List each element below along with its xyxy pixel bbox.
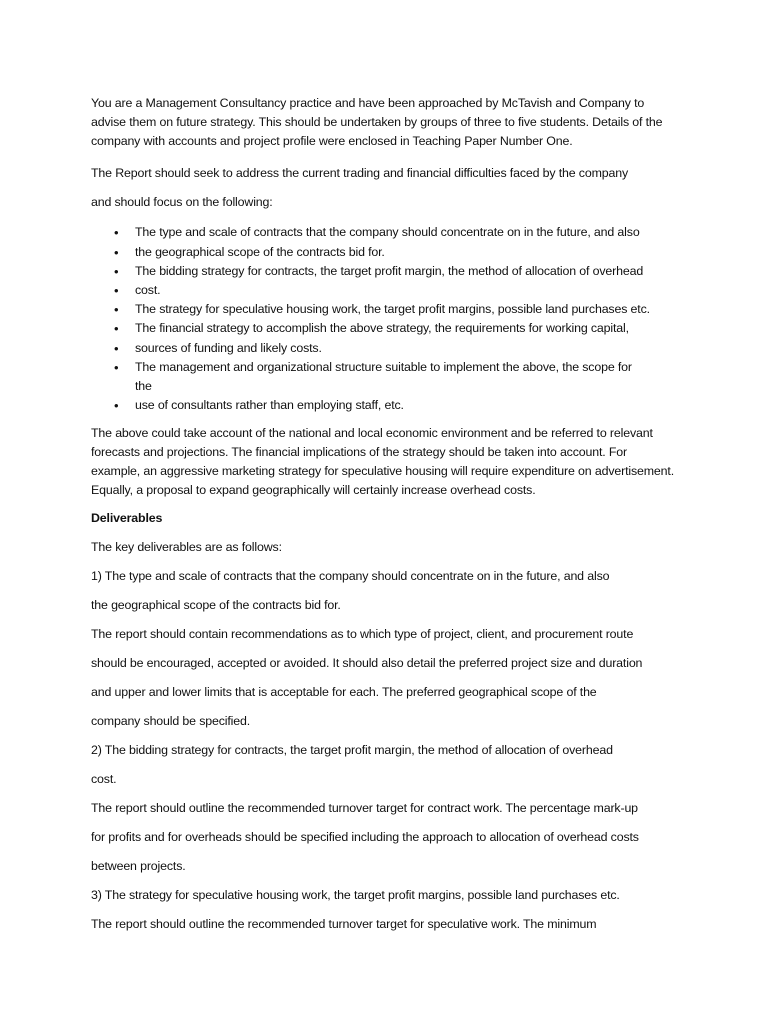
bullet-item: • The strategy for speculative housing work, the target profit margins, possible land purchases etc. bbox=[91, 300, 679, 319]
bullet-item: • the geographical scope of the contracts bid for. bbox=[91, 243, 679, 262]
bullet-continuation: the bbox=[135, 379, 152, 394]
report-line-2: and should focus on the following: bbox=[91, 195, 273, 210]
bullet-icon: • bbox=[114, 398, 119, 414]
bullet-item: • The management and organizational structure suitable to implement the above, the scope for bbox=[91, 358, 679, 377]
intro-paragraph: You are a Management Consultancy practice and have been approached by McTavish and Company to advise them on future strategy. This should be undertaken by groups of three to five students. Details of the company with accounts and project profile were enclosed in Teaching Paper Number One. bbox=[91, 96, 663, 148]
bullet-item: • The bidding strategy for contracts, the target profit margin, the method of allocation of overhead bbox=[91, 262, 679, 281]
bullet-icon: • bbox=[114, 283, 119, 298]
deliverable-1-title: 1) The type and scale of contracts that the company should concentrate on in the future, and also bbox=[91, 568, 610, 583]
bullet-item: • use of consultants rather than employing staff, etc. bbox=[91, 396, 679, 415]
bullet-icon: • bbox=[114, 359, 119, 375]
deliverable-1-body-line: should be encouraged, accepted or avoided. It should also detail the preferred project size and duration bbox=[91, 655, 643, 670]
deliverable-3-body-line: The report should outline the recommended turnover target for speculative work. The minimum bbox=[91, 916, 597, 931]
bullet-item: • The financial strategy to accomplish the above strategy, the requirements for working capital, bbox=[91, 319, 679, 338]
bullet-icon: • bbox=[114, 302, 119, 318]
deliverables-intro: The key deliverables are as follows: bbox=[91, 539, 282, 554]
bullet-icon: • bbox=[114, 263, 119, 279]
deliverable-1-body-line: company should be specified. bbox=[91, 713, 251, 728]
bullet-item: • sources of funding and likely costs. bbox=[91, 339, 679, 358]
deliverable-3-title: 3) The strategy for speculative housing work, the target profit margins, possible land purchases etc. bbox=[91, 887, 620, 902]
deliverables-heading: Deliverables bbox=[91, 510, 163, 525]
context-paragraph: The above could take account of the national and local economic environment and be referred to relevant forecasts and projections. The financial implications of the strategy should be taken into account. For example, an aggressive marketing strategy for speculative housing will require expenditure on advertisement. Equally, a proposal to expand geographically will certainly increase overhead costs. bbox=[91, 426, 674, 497]
deliverable-2-title-cont: cost. bbox=[91, 771, 117, 786]
bullet-icon: • bbox=[114, 244, 119, 260]
deliverable-1-body-line: The report should contain recommendations as to which type of project, client, and procurement route bbox=[91, 626, 634, 641]
bullet-item: • The type and scale of contracts that the company should concentrate on in the future, and also bbox=[91, 223, 679, 242]
focus-bullet-list bbox=[91, 223, 679, 415]
bullet-icon: • bbox=[114, 321, 119, 337]
deliverable-2-title: 2) The bidding strategy for contracts, the target profit margin, the method of allocation of overhead bbox=[91, 742, 613, 757]
document-body bbox=[91, 94, 679, 939]
deliverable-2-body-line: The report should outline the recommended turnover target for contract work. The percentage mark-up bbox=[91, 800, 638, 815]
deliverable-2-body-line: for profits and for overheads should be specified including the approach to allocation of overhead costs bbox=[91, 829, 639, 844]
deliverable-1-title-cont: the geographical scope of the contracts bid for. bbox=[91, 597, 341, 612]
bullet-icon: • bbox=[114, 225, 119, 241]
bullet-icon: • bbox=[114, 340, 119, 356]
deliverable-2-body-line: between projects. bbox=[91, 858, 186, 873]
bullet-item: • cost. bbox=[91, 281, 679, 300]
deliverable-1-body-line: and upper and lower limits that is acceptable for each. The preferred geographical scope of the bbox=[91, 684, 597, 699]
report-line-1: The Report should seek to address the current trading and financial difficulties faced by the company bbox=[91, 166, 629, 181]
